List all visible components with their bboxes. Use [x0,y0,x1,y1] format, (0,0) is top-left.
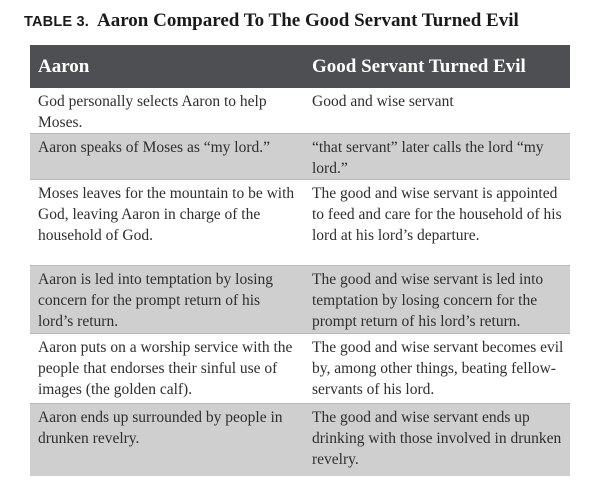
table-row [30,134,570,180]
column-header-good-servant: Good Servant Turned Evil [302,45,570,88]
table-row [30,404,570,476]
table-cell: The good and wise servant ends up drinking with those involved in drunken revelry. [302,404,570,476]
table-cell: Aaron puts on a worship service with the people that endorses their sinful use of images (the golden calf). [30,334,302,404]
header-row [30,45,570,88]
column-header-aaron: Aaron [30,45,302,88]
table-label: TABLE 3. [24,14,89,30]
table-row [30,266,570,334]
table-cell: Aaron ends up surrounded by people in drunken revelry. [30,404,302,476]
table-row [30,88,570,134]
table-caption [24,10,584,40]
table-cell: The good and wise servant becomes evil by, among other things, beating fellow-servants of his lord. [302,334,570,404]
comparison-table [30,45,570,476]
table-row [30,180,570,266]
table-cell: God personally selects Aaron to help Moses. [30,88,302,134]
table-cell: “that servant” later calls the lord “my lord.” [302,134,570,180]
table-cell: The good and wise servant is led into temptation by losing concern for the prompt return of his lord’s return. [302,266,570,334]
table-cell: Moses leaves for the mountain to be with God, leaving Aaron in charge of the household of God. [30,180,302,266]
table-cell: Aaron is led into temptation by losing concern for the prompt return of his lord’s return. [30,266,302,334]
table-cell: Aaron speaks of Moses as “my lord.” [30,134,302,180]
table-row [30,334,570,404]
table-cell: The good and wise servant is appointed to feed and care for the household of his lord at his lord’s departure. [302,180,570,266]
table-title: Aaron Compared To The Good Servant Turned Evil [96,10,519,31]
table-cell: Good and wise servant [302,88,570,134]
